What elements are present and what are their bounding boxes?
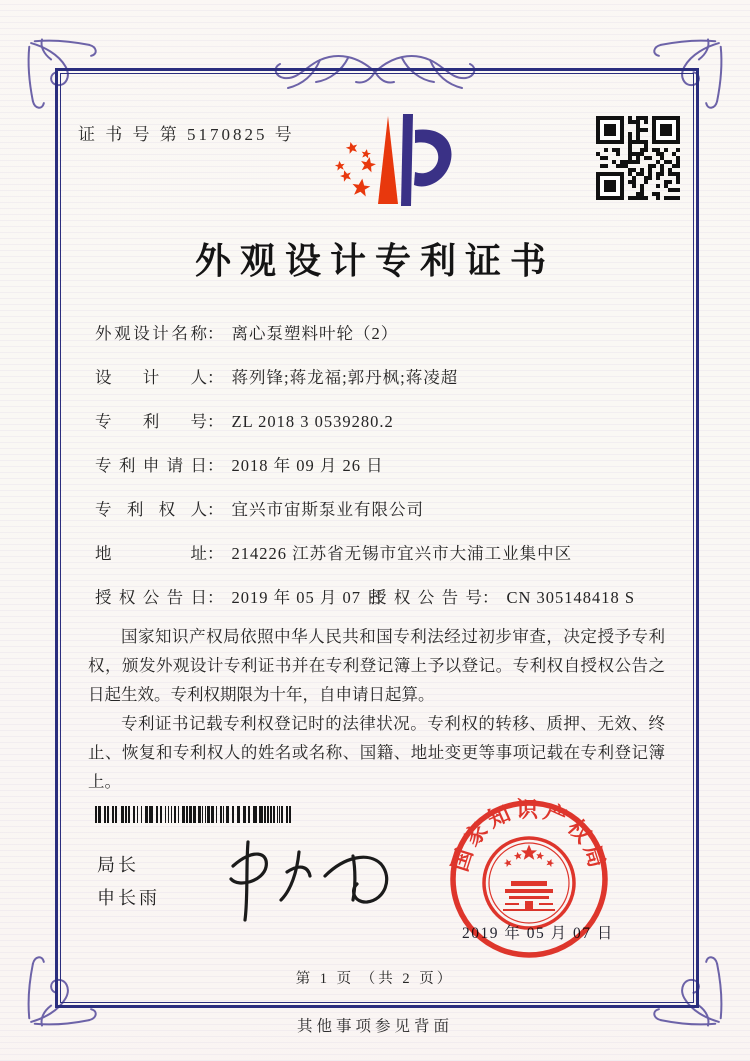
seal-date: 2019 年 05 月 07 日 xyxy=(462,925,614,942)
field-row-address xyxy=(95,540,572,564)
field-row-patentee xyxy=(95,496,424,520)
field-row-grant xyxy=(95,584,665,608)
svg-text:国家知识产权局 xyxy=(447,797,611,874)
field-colon: ： xyxy=(207,324,224,343)
field-value: 214226 江苏省无锡市宜兴市大浦工业集中区 xyxy=(231,544,573,563)
field-row-design-name xyxy=(95,320,398,344)
back-note: 其他事项参见背面 xyxy=(296,1018,453,1035)
field-label: 专利权人 xyxy=(95,500,207,519)
legal-paragraph: 专利证书记载专利权登记时的法律状况。专利权的转移、质押、无效、终止、恢复和专利权人的姓名或名称、国籍、地址变更等事项记载在专利登记簿上。 xyxy=(88,714,665,791)
field-label: 外观设计名称 xyxy=(95,324,207,343)
field-value: 宜兴市宙斯泵业有限公司 xyxy=(231,500,424,519)
field-label: 设计人 xyxy=(95,368,207,387)
official-seal xyxy=(447,797,611,961)
field-value: 2019 年 05 月 07 日 xyxy=(231,588,384,607)
cnipa-logo-icon xyxy=(316,110,458,220)
certificate-number: 证 书 号 第 5170825 号 xyxy=(78,125,295,144)
field-colon: ： xyxy=(207,544,224,563)
field-label: 地址 xyxy=(95,544,207,563)
field-value: ZL 2018 3 0539280.2 xyxy=(231,412,394,431)
field-colon: ： xyxy=(207,456,224,475)
field-colon: ： xyxy=(482,588,499,607)
field-label: 专利申请日 xyxy=(95,456,207,475)
field-label: 授权公告日 xyxy=(95,588,207,607)
field-row-patent-number xyxy=(95,408,394,432)
field-colon: ： xyxy=(207,412,224,431)
field-label: 授权公告号 xyxy=(370,588,482,607)
field-value: CN 305148418 S xyxy=(506,588,636,607)
field-value: 离心泵塑料叶轮（2） xyxy=(231,324,399,343)
legal-paragraph: 国家知识产权局依照中华人民共和国专利法经过初步审查，决定授予专利权，颁发外观设计专利证书并在专利登记簿上予以登记。专利权自授权公告之日起生效。专利权期限为十年，自申请日起算。 xyxy=(88,627,665,704)
field-label: 专利号 xyxy=(95,412,207,431)
field-value: 蒋列锋;蒋龙福;郭丹枫;蒋凌超 xyxy=(231,368,459,387)
certificate-title: 外观设计专利证书 xyxy=(194,241,555,281)
field-colon: ： xyxy=(207,368,224,387)
barcode-icon xyxy=(95,806,291,823)
commissioner-name: 申长雨 xyxy=(97,888,160,908)
grant-number-field xyxy=(370,584,635,608)
legal-text-block xyxy=(88,622,665,796)
page-number: 第 1 页 （共 2 页） xyxy=(295,971,455,987)
field-row-designers xyxy=(95,364,458,388)
seal-text: 国家知识产权局 xyxy=(447,797,611,875)
handwritten-signature xyxy=(195,836,410,926)
grant-date-field xyxy=(95,588,384,607)
qr-code-icon xyxy=(596,116,680,200)
commissioner-title: 局长 xyxy=(97,855,139,875)
field-colon: ： xyxy=(207,588,224,607)
field-value: 2018 年 09 月 26 日 xyxy=(231,456,384,475)
field-row-filing-date xyxy=(95,452,384,476)
field-colon: ： xyxy=(207,500,224,519)
